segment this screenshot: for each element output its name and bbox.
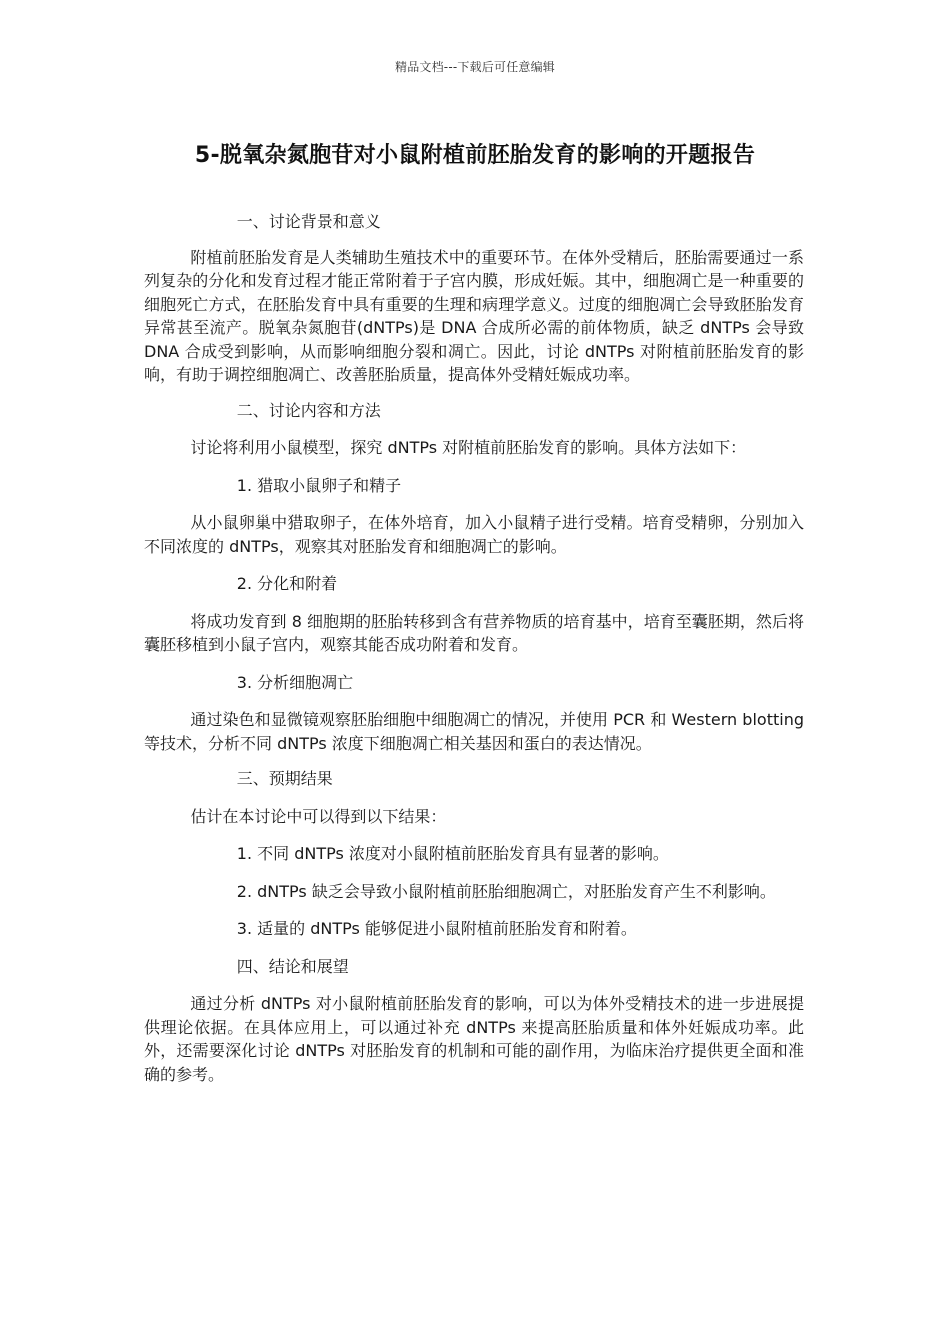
paragraph-methods-intro: 讨论将利用小鼠模型，探究 dNTPs 对附植前胚胎发育的影响。具体方法如下： xyxy=(190,438,747,457)
section-heading-background: 一、讨论背景和意义 xyxy=(236,212,381,231)
page-header: 精品文档---下载后可任意编辑 xyxy=(395,60,555,74)
step-heading-3: 3. 分析细胞凋亡 xyxy=(236,672,354,692)
section-heading-conclusion: 四、结论和展望 xyxy=(236,956,349,976)
paragraph-conclusion: 通过分析 dNTPs 对小鼠附植前胚胎发育的影响，可以为体外受精技术的进一步进展提供理论依据。在具体应用上，可以通过补充 dNTPs 来提高胚胎质量和体外妊娠成功率。此外，还需要深化讨论 dNTPs 对胚胎发育的机制和可能的副作用，为临床治疗提供更全面和准确的参考。 xyxy=(144,994,804,1084)
result-item-3: 3. 适量的 dNTPs 能够促进小鼠附植前胚胎发育和附着。 xyxy=(236,919,637,938)
document-body xyxy=(144,210,804,1086)
step-heading-1: 1. 猎取小鼠卵子和精子 xyxy=(236,475,402,495)
result-item-1: 1. 不同 dNTPs 浓度对小鼠附植前胚胎发育具有显著的影响。 xyxy=(236,844,669,863)
result-item-2: 2. dNTPs 缺乏会导致小鼠附植前胚胎细胞凋亡，对胚胎发育产生不利影响。 xyxy=(236,881,776,901)
paragraph-background: 附植前胚胎发育是人类辅助生殖技术中的重要环节。在体外受精后，胚胎需要通过一系列复杂的分化和发育过程才能正常附着于子宫内膜，形成妊娠。其中，细胞凋亡是一种重要的细胞死亡方式，在胚胎发育中具有重要的生理和病理学意义。过度的细胞凋亡会导致胚胎发育异常甚至流产。脱氧杂氮胞苷(dNTPs)是 DNA 合成所必需的前体物质，缺乏 dNTPs 会导致 DNA 合成受到影响，从而影响细胞分裂和凋亡。因此，讨论 dNTPs 对附植前胚胎发育的影响，有助于调控细胞凋亡、改善胚胎质量，提高体外受精妊娠成功率。 xyxy=(144,247,804,384)
section-heading-methods: 二、讨论内容和方法 xyxy=(236,400,381,420)
step-text-2: 将成功发育到 8 细胞期的胚胎转移到含有营养物质的培育基中，培育至囊胚期，然后将囊胚移植到小鼠子宫内，观察其能否成功附着和发育。 xyxy=(144,611,804,654)
section-heading-results: 三、预期结果 xyxy=(236,769,333,788)
step-heading-2: 2. 分化和附着 xyxy=(236,574,338,593)
paragraph-results-intro: 估计在本讨论中可以得到以下结果： xyxy=(190,806,447,826)
step-text-3: 通过染色和显微镜观察胚胎细胞中细胞凋亡的情况，并使用 PCR 和 Western blotting 等技术，分析不同 dNTPs 浓度下细胞凋亡相关基因和蛋白的表达情况。 xyxy=(144,710,804,753)
step-text-1: 从小鼠卵巢中猎取卵子，在体外培育，加入小鼠精子进行受精。培育受精卵，分别加入不同浓度的 dNTPs，观察其对胚胎发育和细胞凋亡的影响。 xyxy=(144,513,804,556)
document-title: 5-脱氧杂氮胞苷对小鼠附植前胚胎发育的影响的开题报告 xyxy=(194,143,756,168)
